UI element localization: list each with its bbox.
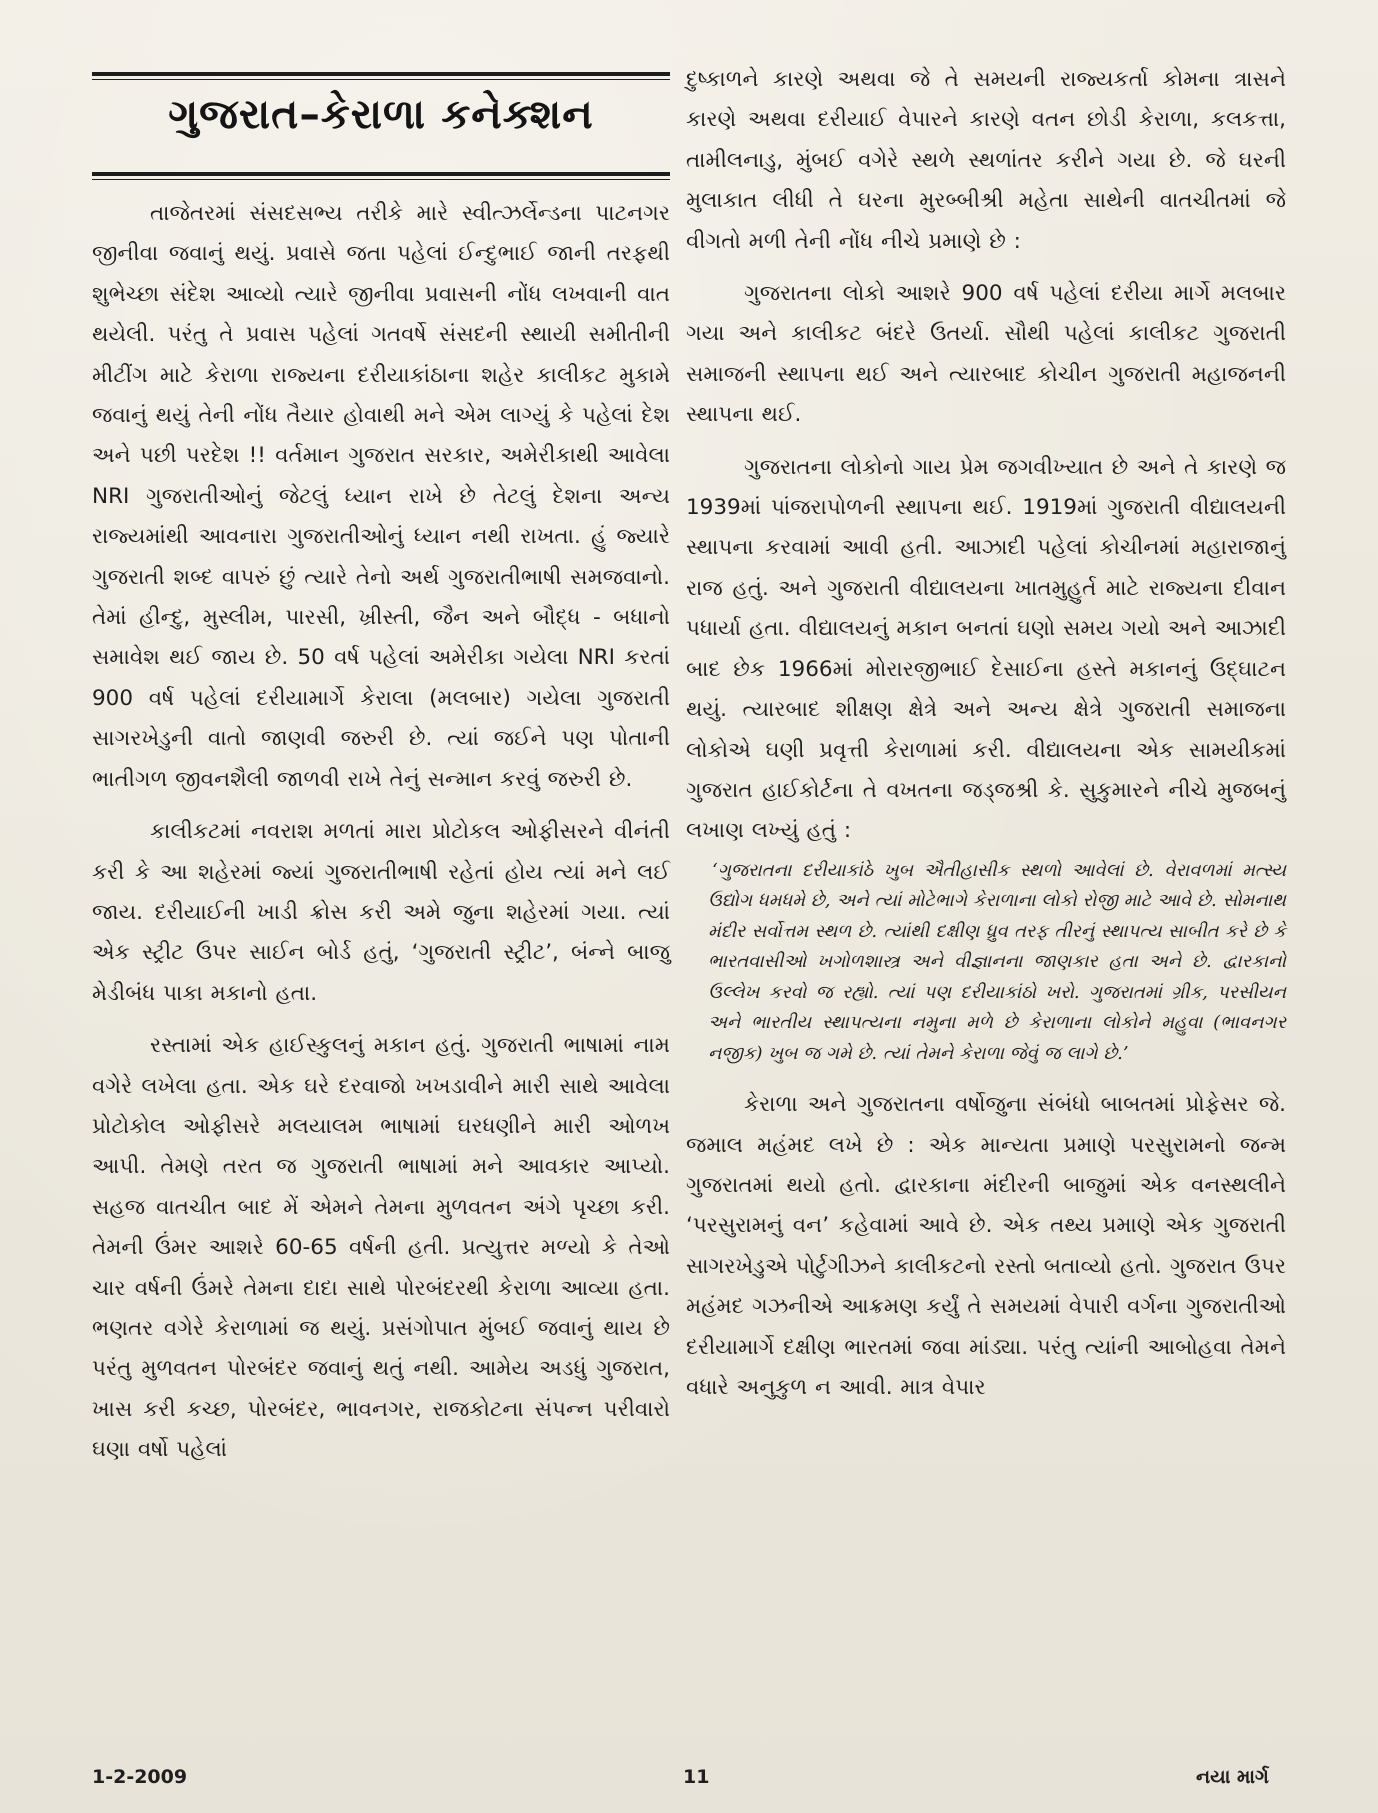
page-number: 11 bbox=[683, 1766, 710, 1788]
paragraph: ગુજરાતના લોકો આશરે 900 વર્ષ પહેલાં દરીયા માર્ગે મલબાર ગયા અને કાલીકટ બંદરે ઉતર્યા. સૌથી પહેલાં કાલીકટ ગુજરાતી સમાજની સ્થાપના થઈ અને ત્યારબાદ કોચીન ગુજરાતી મહાજનની સ્થાપના થઈ. bbox=[686, 281, 1286, 428]
title-box bbox=[92, 60, 670, 180]
right-column bbox=[686, 60, 1286, 1408]
paragraph: કેરાળા અને ગુજરાતના વર્ષોજુના સંબંધો બાબતમાં પ્રોફેસર જે. જમાલ મહંમદ લખે છે : એક માન્યતા પ્રમાણે પરસુરામનો જન્મ ગુજરાતમાં થયો હતો. દ્વારકાના મંદીરની બાજુમાં એક વનસ્થલીને ‘પરસુરામનું વન’ કહેવામાં આવે છે. એક તથ્ય પ્રમાણે એક ગુજરાતી સાગરખેડુએ પોર્ટુગીઝને કાલીકટનો રસ્તો બતાવ્યો હતો. ગુજરાત ઉપર મહંમદ ગઝનીએ આક્રમણ કર્યું તે સમયમાં વેપારી વર્ગના ગુજરાતીઓ દરીયામાર્ગે દક્ષીણ ભારતમાં જવા માંડ્યા. પરંતુ ત્યાંની આબોહવા તેમને વધારે અનુકુળ ન આવી. માત્ર વેપાર bbox=[686, 1092, 1286, 1401]
paragraph: ગુજરાતના લોકોનો ગાય પ્રેમ જગવીખ્યાત છે અને તે કારણે જ 1939માં પાંજરાપોળની સ્થાપના થઈ. 1919માં ગુજરાતી વીદ્યાલયની સ્થાપના કરવામાં આવી હતી. આઝાદી પહેલાં કોચીનમાં મહારાજાનું રાજ હતું. અને ગુજરાતી વીદ્યાલયના ખાતમુહુર્ત માટે રાજ્યના દીવાન પધાર્યા હતા. વીદ્યાલયનું મકાન બનતાં ઘણો સમય ગયો અને આઝાદી બાદ છેક 1966માં મોરારજીભાઈ દેસાઈના હસ્તે મકાનનું ઉદ્‌ઘાટન થયું. ત્યારબાદ શીક્ષણ ક્ષેત્રે અને અન્ય ક્ષેત્રે ગુજરાતી સમાજના લોકોએ ઘણી પ્રવૃત્તી કેરાળામાં કરી. વીદ્યાલયના એક સામયીકમાં ગુજરાત હાઈકોર્ટના તે વખતના જડ્જશ્રી કે. સુકુમારને નીચે મુજબનું લખાણ લખ્યું હતું : bbox=[686, 454, 1286, 844]
left-column bbox=[92, 60, 670, 1471]
paragraph: કાલીકટમાં નવરાશ મળતાં મારા પ્રોટોકલ ઓફીસરને વીનંતી કરી કે આ શહેરમાં જ્યાં ગુજરાતીભાષી રહેતાં હોય ત્યાં મને લઈ જાય. દરીયાઈની ખાડી ક્રોસ કરી અમે જુના શહેરમાં ગયા. ત્યાં એક સ્ટ્રીટ ઉપર સાઈન બોર્ડ હતું, ‘ગુજરાતી સ્ટ્રીટ’, બંન્ને બાજુ મેડીબંધ પાકા મકાનો હતા. bbox=[92, 819, 670, 1006]
issue-date: 1-2-2009 bbox=[92, 1766, 188, 1788]
title-rule-bottom bbox=[92, 172, 670, 180]
paragraph: તાજેતરમાં સંસદસભ્ય તરીકે મારે સ્વીત્ઝર્લેન્ડના પાટનગર જીનીવા જવાનું થયું. પ્રવાસે જતા પહેલાં ઈન્દુભાઈ જાની તરફથી શુભેચ્છા સંદેશ આવ્યો ત્યારે જીનીવા પ્રવાસની નોંધ લખવાની વાત થયેલી. પરંતુ તે પ્રવાસ પહેલાં ગતવર્ષે સંસદની સ્થાયી સમીતીની મીટીંગ માટે કેરાળા રાજ્યના દરીયાકાંઠાના શહેર કાલીકટ મુકામે જવાનું થયું તેની નોંધ તૈયાર હોવાથી મને એમ લાગ્યું કે પહેલાં દેશ અને પછી પરદેશ !! વર્તમાન ગુજરાત સરકાર, અમેરીકાથી આવેલા NRI ગુજરાતીઓનું જેટલું ધ્યાન રાખે છે તેટલું દેશના અન્ય રાજ્યમાંથી આવનારા ગુજરાતીઓનું ધ્યાન નથી રાખતા. હું જ્યારે ગુજરાતી શબ્દ વાપરું છું ત્યારે તેનો અર્થ ગુજરાતીભાષી સમજવાનો. તેમાં હીન્દુ, મુસ્લીમ, પારસી, ખ્રીસ્તી, જૈન અને બૌદ્ધ - બધાનો સમાવેશ થઈ જાય છે. 50 વર્ષ પહેલાં અમેરીકા ગયેલા NRI કરતાં 900 વર્ષ પહેલાં દરીયામાર્ગે કેરાલા (મલબાર) ગયેલા ગુજરાતી સાગરખેડુની વાતો જાણવી જરુરી છે. ત્યાં જઈને પણ પોતાની ભાતીગળ જીવનશૈલી જાળવી રાખે તેનું સન્માન કરવું જરુરી છે. bbox=[92, 201, 670, 792]
block-quote: ‘ગુજરાતના દરીયાકાંઠે ખુબ ઐતીહાસીક સ્થળો આવેલાં છે. વેરાવળમાં મત્સ્ય ઉદ્યોગ ધમધમે છે, અને ત્યાં મોટેભાગે કેરાળાના લોકો રોજી માટે આવે છે. સોમનાથ મંદીર સર્વોત્તમ સ્થળ છે. ત્યાંથી દક્ષીણ ધ્રુવ તરફ તીરનું સ્થાપત્ય સાબીત કરે છે કે ભારતવાસીઓ ખગોળશાસ્ત્ર અને વીજ્ઞાનના જાણકાર હતા અને છે. દ્વારકાનો ઉલ્લેખ કરવો જ રહ્યો. ત્યાં પણ દરીયાકાંઠો ખરો. ગુજરાતમાં ગ્રીક, પરસીયન અને ભારતીય સ્થાપત્યના નમુના મળે છે કેરાળાના લોકોને મહુવા (ભાવનગર નજીક) ખુબ જ ગમે છે. ત્યાં તેમને કેરાળા જેવું જ લાગે છે.’ bbox=[708, 859, 1286, 1064]
magazine-name: નયા માર્ગ bbox=[1196, 1766, 1269, 1788]
title-rule-top bbox=[92, 72, 670, 80]
article-title: ગુજરાત–કેરાળા કનેક્શન bbox=[168, 90, 594, 138]
paragraph: રસ્તામાં એક હાઈસ્કુલનું મકાન હતું. ગુજરાતી ભાષામાં નામ વગેરે લખેલા હતા. એક ઘરે દરવાજો ખખડાવીને મારી સાથે આવેલા પ્રોટોકોલ ઓફીસરે મલયાલમ ભાષામાં ઘરધણીને મારી ઓળખ આપી. તેમણે તરત જ ગુજરાતી ભાષામાં મને આવકાર આપ્યો. સહજ વાતચીત બાદ મેં એમને તેમના મુળવતન અંગે પૃચ્છા કરી. તેમની ઉંમર આશરે 60-65 વર્ષની હતી. પ્રત્યુત્તર મળ્યો કે તેઓ ચાર વર્ષની ઉંમરે તેમના દાદા સાથે પોરબંદરથી કેરાળા આવ્યા હતા. ભણતર વગેરે કેરાળામાં જ થયું. પ્રસંગોપાત મુંબઈ જવાનું થાય છે પરંતુ મુળવતન પોરબંદર જવાનું થતું નથી. આમેય અડધું ગુજરાત, ખાસ કરી કચ્છ, પોરબંદર, ભાવનગર, રાજકોટના સંપન્ન પરીવારો ઘણા વર્ષો પહેલાં bbox=[92, 1033, 670, 1463]
paragraph: દુષ્કાળને કારણે અથવા જે તે સમયની રાજ્યકર્તા કોમના ત્રાસને કારણે અથવા દરીયાઈ વેપારને કારણે વતન છોડી કેરાળા, કલકત્તા, તામીલનાડુ, મુંબઈ વગેરે સ્થળે સ્થળાંતર કરીને ગયા છે. જે ઘરની મુલાકાત લીધી તે ઘરના મુરબ્બીશ્રી મહેતા સાથેની વાતચીતમાં જે વીગતો મળી તેની નોંધ નીચે પ્રમાણે છે : bbox=[686, 67, 1286, 254]
